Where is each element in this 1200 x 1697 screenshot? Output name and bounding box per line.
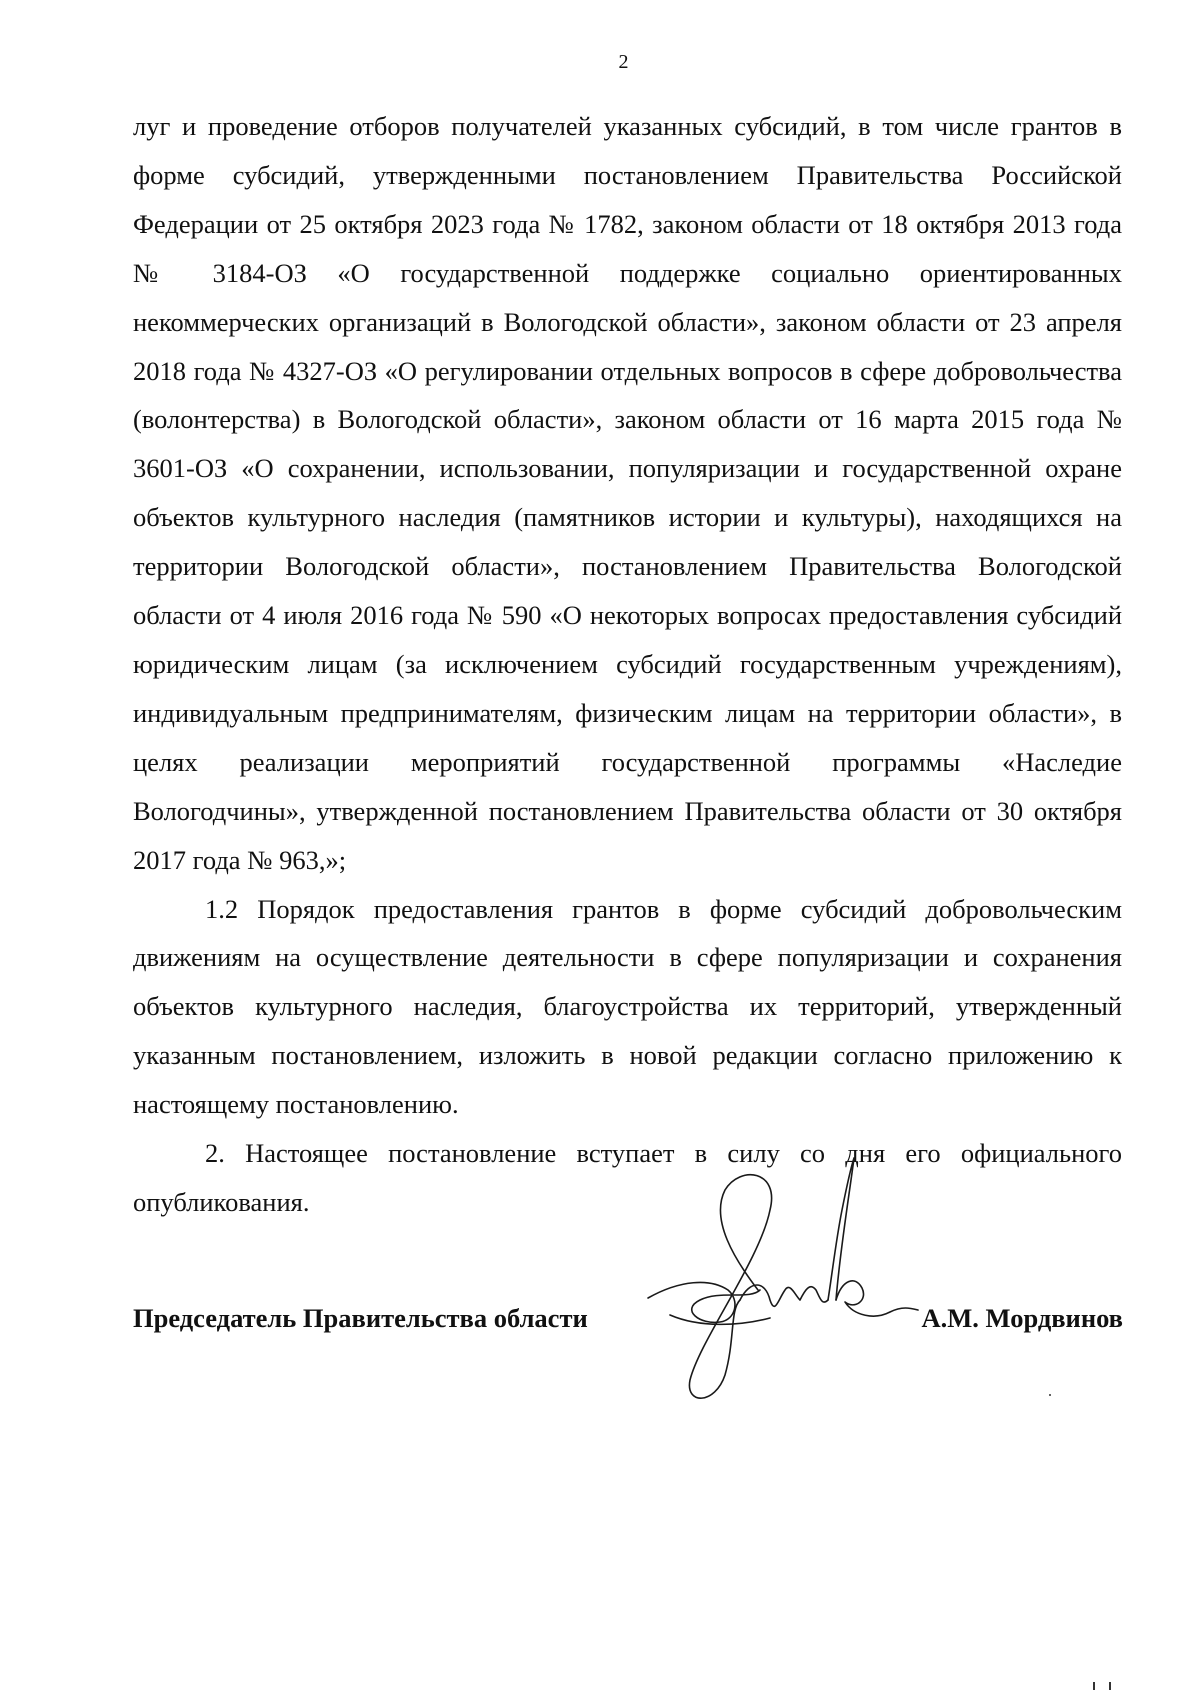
paragraph-2: 2. Настоящее постановление вступает в силу со дня его официального опубликования.: [133, 1138, 1122, 1217]
scan-speck: [1093, 1682, 1095, 1690]
signature-block: [133, 1300, 1123, 1340]
paragraph-continuation: луг и проведение отборов получателей указанных субсидий, в том числе грантов в форме субсидий, утвержденными постановлением Правительства Российской Федерации от 25 октября 2023 года № 1782, законом области от 18 октября 2013 года № 3184-ОЗ «О государственной поддержке социально ориентированных некоммерческих организаций в Вологодской области», законом области от 23 апреля 2018 года № 4327-ОЗ «О регулировании отдельных вопросов в сфере добровольчества (волонтерства) в Вологодской области», законом области от 16 марта 2015 года № 3601-ОЗ «О сохранении, использовании, популяризации и государственной охране объектов культурного наследия (памятников истории и культуры), находящихся на территории Вологодской области», постановлением Правительства Вологодской области от 4 июля 2016 года № 590 «О некоторых вопросах предоставления субсидий юридическим лицам (за исключением субсидий государственным учреждениям), индивидуальным предпринимателям, физическим лицам на территории области», в целях реализации мероприятий государственной программы «Наследие Вологодчины», утвержденной постановлением Правительства области от 30 октября 2017 года № 963,»;: [133, 111, 1122, 875]
signatory-position: Председатель Правительства области: [133, 1303, 588, 1333]
signatory-name: А.М. Мордвинов: [921, 1303, 1123, 1333]
paragraph-1-2: 1.2 Порядок предоставления грантов в форме субсидий добровольческим движениям на осуществление деятельности в сфере популяризации и сохранения объектов культурного наследия, благоустройства их территорий, утвержденный указанным постановлением, изложить в новой редакции согласно приложению к настоящему постановлению.: [133, 893, 1122, 1120]
page-number: 2: [618, 51, 629, 73]
handwritten-signature: [640, 1150, 940, 1410]
scan-speck: [1049, 1394, 1051, 1396]
scan-speck: [1109, 1682, 1111, 1690]
document-body: [133, 102, 1122, 1227]
